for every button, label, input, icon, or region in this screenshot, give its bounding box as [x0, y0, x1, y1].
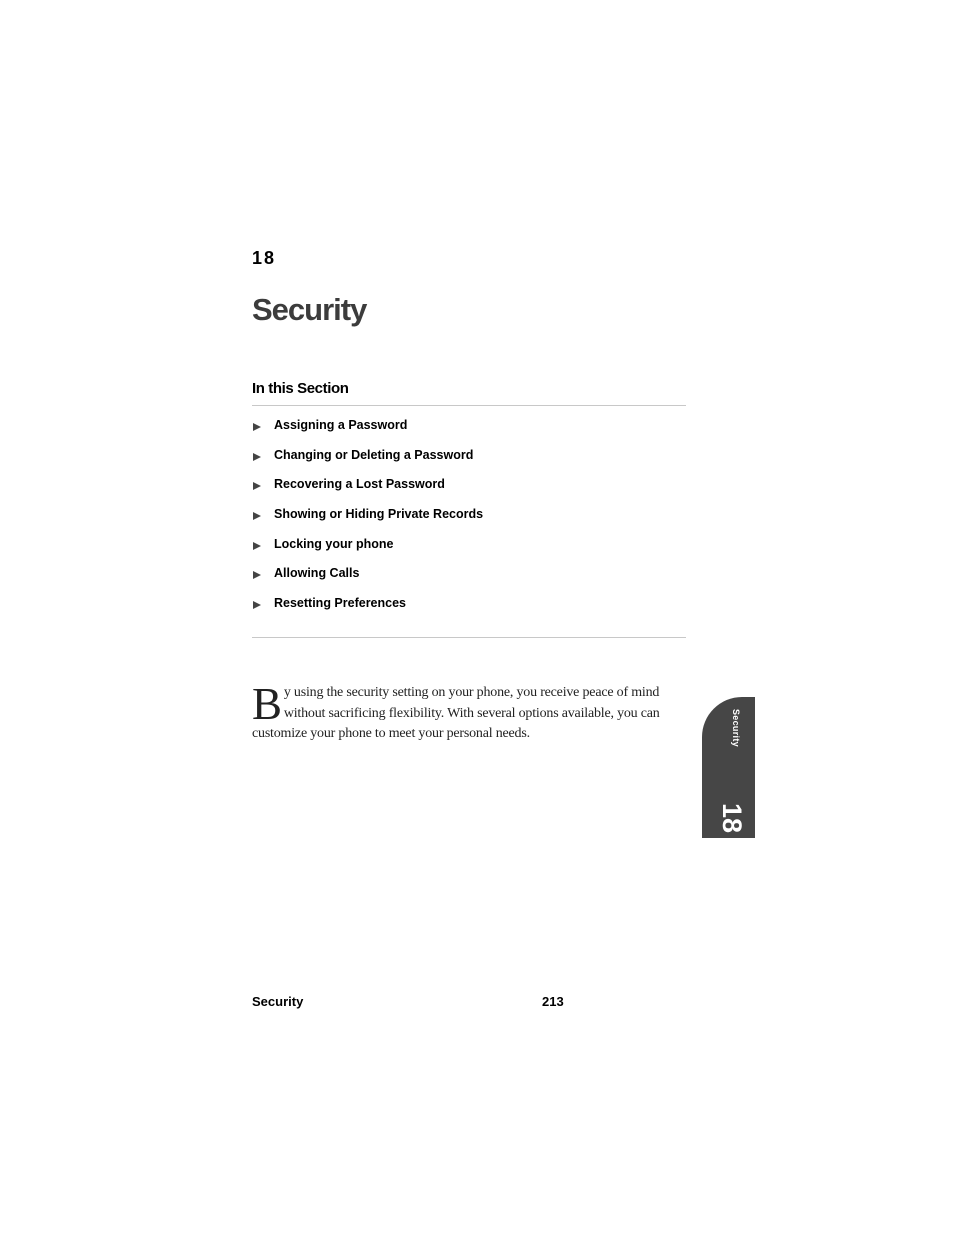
- drop-cap: B: [252, 679, 282, 729]
- list-item[interactable]: [252, 507, 483, 537]
- list-item[interactable]: [252, 448, 483, 478]
- side-tab-number: 18: [717, 803, 747, 834]
- triangle-right-icon: [253, 423, 261, 431]
- list-item[interactable]: [252, 596, 483, 626]
- triangle-right-icon: [253, 542, 261, 550]
- list-item[interactable]: [252, 418, 483, 448]
- triangle-right-icon: [253, 453, 261, 461]
- list-item-label: Recovering a Lost Password: [274, 477, 445, 492]
- triangle-right-icon: [253, 482, 261, 490]
- chapter-side-tab: [702, 697, 755, 838]
- section-heading: In this Section: [252, 380, 349, 397]
- triangle-right-icon: [253, 512, 261, 520]
- triangle-right-icon: [253, 601, 261, 609]
- list-item[interactable]: [252, 566, 483, 596]
- intro-text: y using the security setting on your phone, you receive peace of mind without sacrificing flexibility. With several options available, you can customize your phone to meet your personal needs.: [252, 685, 660, 741]
- footer-title: Security: [252, 994, 304, 1009]
- section-list: [252, 418, 483, 626]
- list-item-label: Assigning a Password: [274, 418, 408, 432]
- list-item-label: Changing or Deleting a Password: [274, 447, 474, 462]
- chapter-number: 18: [252, 248, 277, 268]
- page-number: 213: [542, 994, 564, 1009]
- intro-paragraph: [252, 679, 684, 745]
- side-tab-label: Security: [731, 709, 741, 747]
- triangle-right-icon: [253, 571, 261, 579]
- list-item-label: Resetting Preferences: [274, 596, 407, 611]
- chapter-title: Security: [252, 292, 367, 327]
- list-item[interactable]: [252, 477, 483, 507]
- list-item-label: Allowing Calls: [274, 566, 360, 581]
- divider-top: [252, 405, 686, 406]
- list-item[interactable]: [252, 537, 483, 567]
- divider-bottom: [252, 637, 686, 638]
- list-item-label: Locking your phone: [274, 536, 394, 551]
- list-item-label: Showing or Hiding Private Records: [274, 507, 484, 522]
